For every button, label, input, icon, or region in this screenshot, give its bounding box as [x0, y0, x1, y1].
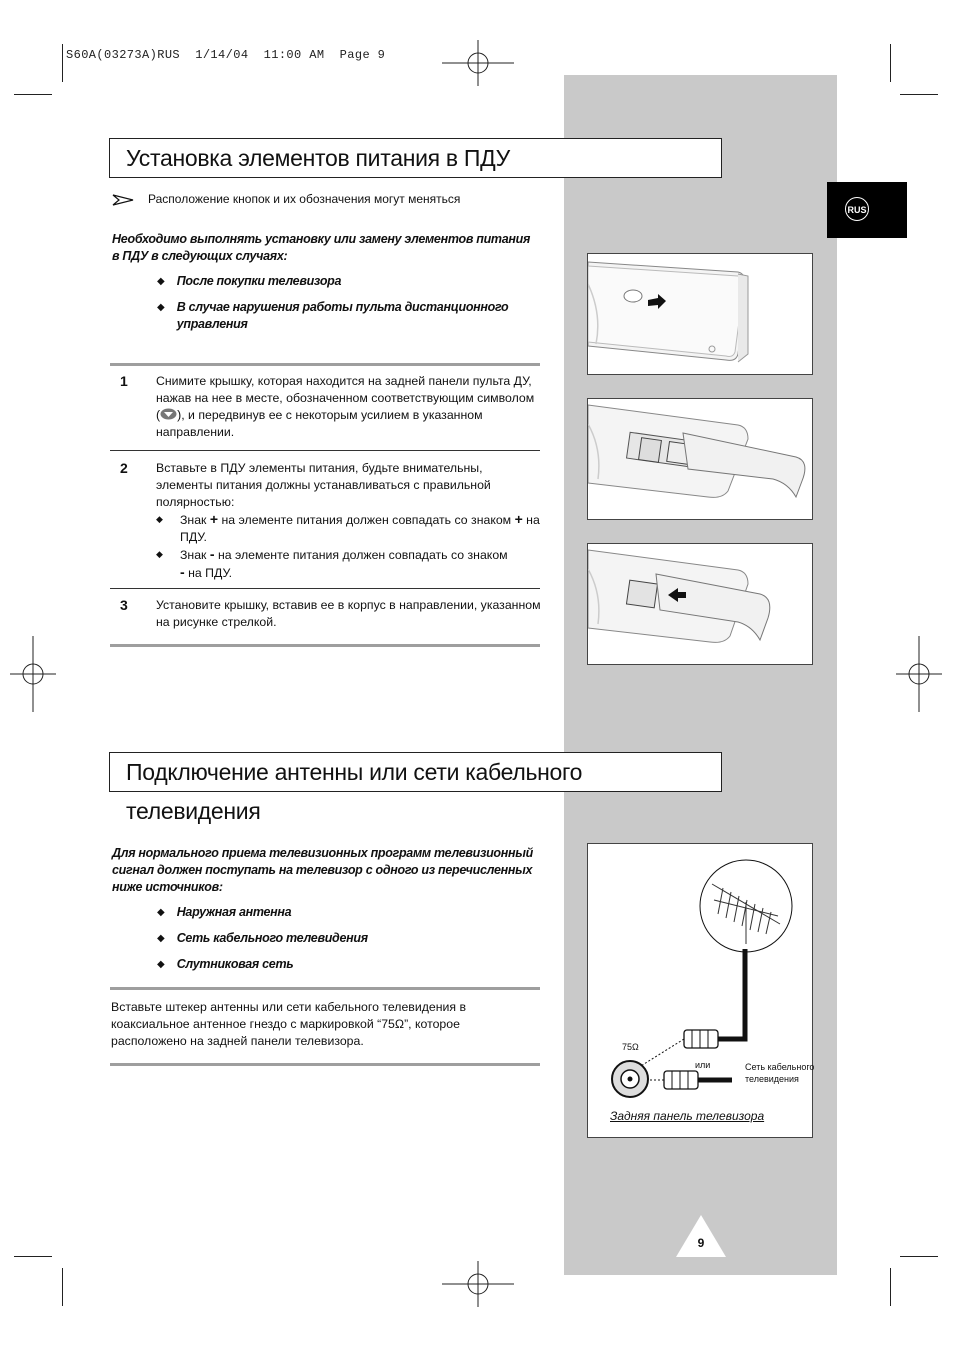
jack-label: 75Ω [622, 1042, 639, 1052]
divider [110, 1063, 540, 1066]
remote-photo-step-2 [587, 398, 813, 520]
note [112, 192, 460, 206]
diamond-bullet-icon: ◆ [156, 514, 163, 524]
diamond-bullet-icon: ◆ [157, 933, 165, 944]
list-item: ◆ Слутниковая сеть [157, 957, 294, 971]
step-number: 3 [120, 597, 128, 613]
cable-network-label: Сеть кабельного телевидения [745, 1062, 815, 1084]
diamond-bullet-icon: ◆ [156, 549, 163, 559]
divider [110, 450, 540, 451]
remote-batteries-image [588, 399, 813, 520]
remote-photo-step-3 [587, 543, 813, 665]
antenna-intro: Для нормального приема телевизионных программ телевизионный сигнал должен поступать на телевизор с одного из перечисленных ниже источников: [112, 846, 533, 894]
language-tab [827, 182, 907, 238]
printer-header: S60A(03273A)RUS 1/14/04 11:00 AM Page 9 [66, 48, 386, 62]
language-tab-label: RUS [845, 197, 869, 221]
diamond-bullet-icon: ◆ [157, 302, 165, 313]
antenna-intro-block [112, 845, 542, 896]
list-item: ◆ После покупки телевизора [157, 274, 342, 288]
step-number: 1 [120, 373, 128, 389]
note-text: Расположение кнопок и их обозначения могут меняться [148, 192, 461, 206]
list-item: ◆ Знак + на элементе питания должен совпадать со знаком + на ПДУ. [156, 511, 540, 544]
antenna-sources-list [157, 904, 517, 973]
step-1-text: Снимите крышку, которая находится на задней панели пульта ДУ, нажав на нее в месте, обозначенном соответствующим символом ( ), и передвинув ее с некоторым усилием в указанном направлении. [156, 374, 535, 439]
list-item: ◆ В случае нарушения работы пульта дистанционного управления [157, 300, 509, 331]
battery-intro: Необходимо выполнять установку или замену элементов питания в ПДУ в следующих случаях: [112, 232, 531, 263]
remote-photo-step-1 [587, 253, 813, 375]
registration-mark-right [896, 636, 942, 712]
note-arrow-icon [112, 194, 134, 206]
list-item: ◆ Наружная антенна [157, 905, 292, 919]
diamond-bullet-icon: ◆ [157, 907, 165, 918]
diamond-bullet-icon: ◆ [157, 276, 165, 287]
registration-mark-left [10, 636, 56, 712]
section-title-batteries: Установка элементов питания в ПДУ [109, 138, 722, 178]
press-symbol-icon [160, 408, 177, 420]
antenna-connection-figure [587, 843, 813, 1138]
step-2-text: Вставьте в ПДУ элементы питания, будьте внимательны, элементы питания должны устанавливаться с правильной полярностью: ◆ Знак + на элементе питания должен совпадать со знаком + на ПДУ. ◆ Знак - на элементе питания должен совпадать со знаком - на ПДУ. [156, 461, 540, 580]
divider [110, 987, 540, 990]
remote-cover-image [588, 254, 813, 375]
section-title-antenna: Подключение антенны или сети кабельного телевидения [109, 752, 722, 792]
battery-cases-list [157, 273, 517, 333]
battery-intro-block [112, 231, 532, 265]
remote-cover-insert-image [588, 544, 813, 665]
page-number: 9 [697, 1236, 705, 1250]
or-label: или [695, 1060, 711, 1070]
diamond-bullet-icon: ◆ [157, 959, 165, 970]
step-number: 2 [120, 460, 128, 476]
step-3-text: Установите крышку, вставив ее в корпус в направлении, указанном на рисунке стрелкой. [156, 598, 541, 629]
divider [110, 588, 540, 589]
antenna-instruction: Вставьте штекер антенны или сети кабельного телевидения в коаксиальное антенное гнездо с маркировкой “75Ω”, которое расположено на задней панели телевизора. [111, 1000, 466, 1048]
divider [110, 363, 540, 366]
figure-caption: Задняя панель телевизора [610, 1109, 765, 1123]
divider [110, 644, 540, 647]
registration-mark-top [442, 40, 514, 86]
list-item: ◆ Сеть кабельного телевидения [157, 931, 368, 945]
registration-mark-bottom [442, 1261, 514, 1307]
list-item: ◆ Знак - на элементе питания должен совпадать со знаком - на ПДУ. [156, 546, 508, 580]
